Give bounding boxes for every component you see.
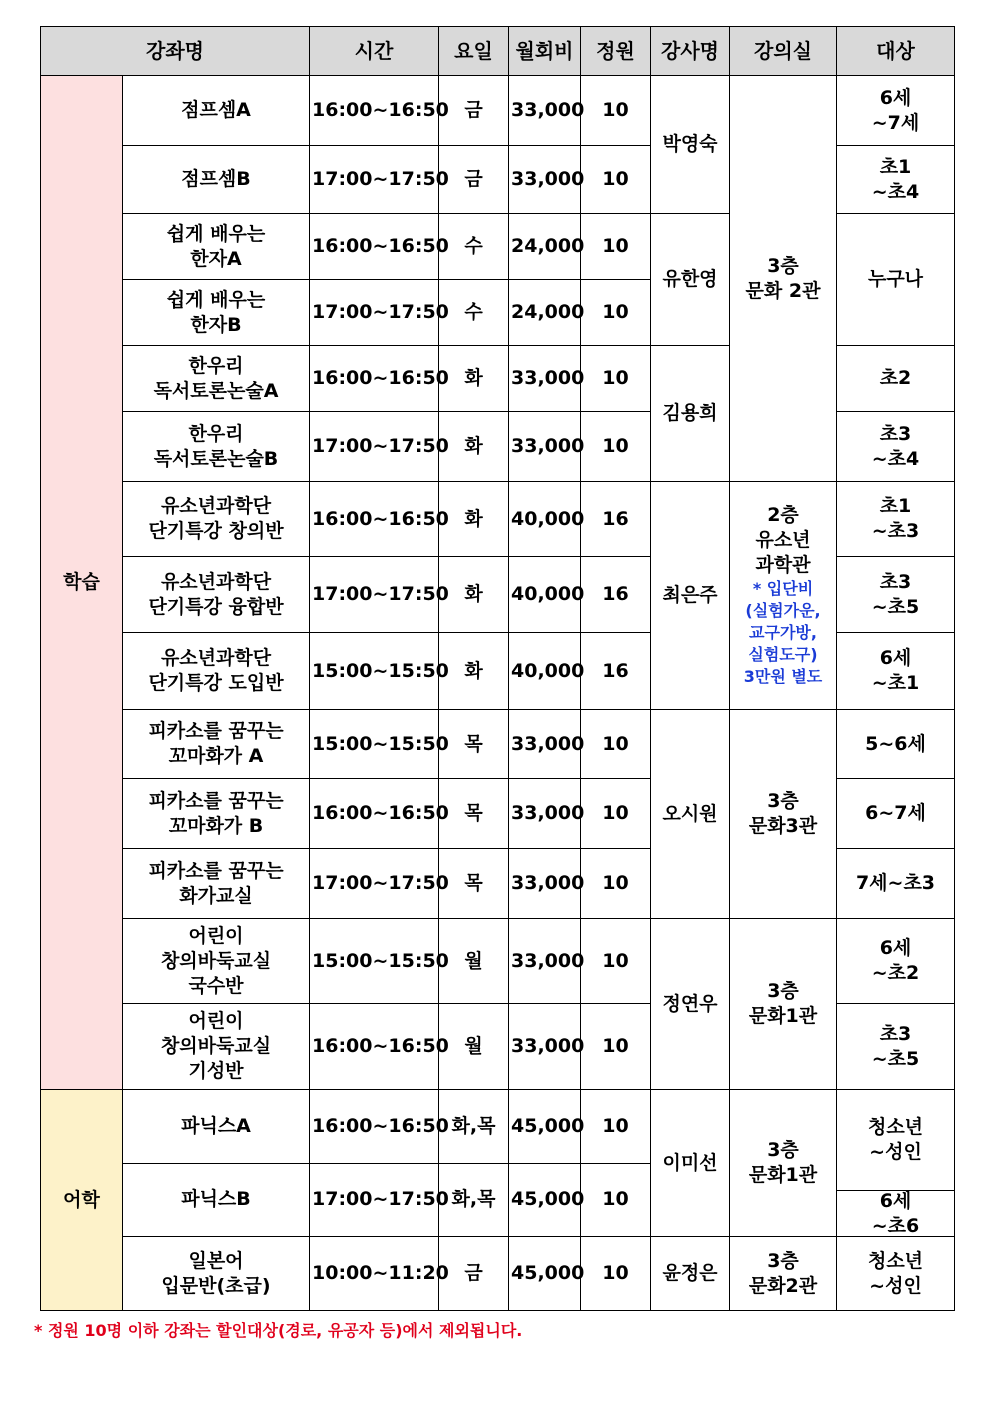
course-day: 화	[439, 346, 509, 412]
room-science	[730, 482, 837, 710]
course-name: 쉽게 배우는 한자B	[123, 280, 310, 346]
course-time: 15:00~15:50	[310, 633, 439, 710]
course-fee: 45,000	[509, 1163, 581, 1237]
instructor: 최은주	[651, 482, 730, 710]
target: 청소년 ~성인	[837, 1090, 954, 1191]
course-day: 화	[439, 412, 509, 482]
course-name: 피카소를 꿈꾸는 꼬마화가 B	[123, 779, 310, 849]
course-capacity: 10	[581, 146, 651, 214]
course-name: 어린이 창의바둑교실 국수반	[123, 919, 310, 1004]
room: 3층 문화1관	[730, 919, 837, 1090]
course-name: 유소년과학단 단기특강 융합반	[123, 557, 310, 633]
course-fee: 33,000	[509, 76, 581, 146]
table-row	[41, 76, 955, 146]
course-fee: 33,000	[509, 146, 581, 214]
instructor: 유한영	[651, 214, 730, 346]
course-capacity: 10	[581, 214, 651, 280]
course-time: 10:00~11:20	[310, 1237, 439, 1311]
course-capacity: 10	[581, 710, 651, 779]
course-name: 파닉스A	[123, 1090, 310, 1164]
target: 누구나	[837, 214, 955, 346]
header-fee: 월회비	[509, 27, 581, 76]
room: 3층 문화1관	[730, 1090, 837, 1237]
course-fee: 40,000	[509, 633, 581, 710]
table-row	[41, 1090, 955, 1164]
course-day: 금	[439, 76, 509, 146]
room: 3층 문화 2관	[730, 76, 837, 482]
course-capacity: 16	[581, 557, 651, 633]
course-time: 17:00~17:50	[310, 280, 439, 346]
course-time: 17:00~17:50	[310, 1163, 439, 1237]
course-fee: 33,000	[509, 849, 581, 919]
course-day: 화	[439, 482, 509, 557]
course-name: 일본어 입문반(초급)	[123, 1237, 310, 1311]
instructor: 오시원	[651, 710, 730, 919]
course-name: 한우리 독서토론논술B	[123, 412, 310, 482]
instructor: 이미선	[651, 1090, 730, 1237]
instructor: 박영숙	[651, 76, 730, 214]
target-split-cell	[837, 1090, 955, 1237]
target: 초1 ~초4	[837, 146, 955, 214]
course-fee: 33,000	[509, 346, 581, 412]
course-capacity: 10	[581, 779, 651, 849]
course-fee: 40,000	[509, 557, 581, 633]
course-day: 수	[439, 280, 509, 346]
course-name: 유소년과학단 단기특강 창의반	[123, 482, 310, 557]
header-time: 시간	[310, 27, 439, 76]
category-language: 어학	[41, 1090, 123, 1311]
target: 6~7세	[837, 779, 955, 849]
course-time: 16:00~16:50	[310, 1090, 439, 1164]
room-note: * 입단비 (실험가운, 교구가방, 실험도구) 3만원 별도	[743, 579, 823, 686]
target: 7세~초3	[837, 849, 955, 919]
course-name: 한우리 독서토론논술A	[123, 346, 310, 412]
course-time: 16:00~16:50	[310, 76, 439, 146]
course-capacity: 10	[581, 849, 651, 919]
target: 6세 ~7세	[837, 76, 955, 146]
course-time: 16:00~16:50	[310, 214, 439, 280]
course-day: 수	[439, 214, 509, 280]
target: 초3 ~초4	[837, 412, 955, 482]
course-fee: 24,000	[509, 280, 581, 346]
course-time: 17:00~17:50	[310, 557, 439, 633]
target: 초3 ~초5	[837, 1004, 955, 1090]
course-name: 피카소를 꿈꾸는 화가교실	[123, 849, 310, 919]
course-day: 금	[439, 146, 509, 214]
course-day: 금	[439, 1237, 509, 1311]
course-name: 피카소를 꿈꾸는 꼬마화가 A	[123, 710, 310, 779]
header-row	[41, 27, 955, 76]
target: 6세 ~초6	[871, 1189, 920, 1237]
course-schedule-table	[40, 26, 955, 1311]
instructor: 김용희	[651, 346, 730, 482]
course-time: 16:00~16:50	[310, 482, 439, 557]
course-name: 파닉스B	[123, 1163, 310, 1237]
course-capacity: 10	[581, 1163, 651, 1237]
course-time: 17:00~17:50	[310, 849, 439, 919]
course-name: 어린이 창의바둑교실 기성반	[123, 1004, 310, 1090]
course-time: 16:00~16:50	[310, 779, 439, 849]
target: 초1 ~초3	[837, 482, 955, 557]
course-time: 16:00~16:50	[310, 1004, 439, 1090]
course-capacity: 10	[581, 1090, 651, 1164]
course-day: 월	[439, 919, 509, 1004]
course-time: 16:00~16:50	[310, 346, 439, 412]
course-fee: 40,000	[509, 482, 581, 557]
course-fee: 45,000	[509, 1237, 581, 1311]
course-fee: 45,000	[509, 1090, 581, 1164]
course-day: 화	[439, 557, 509, 633]
course-day: 화	[439, 633, 509, 710]
course-name: 유소년과학단 단기특강 도입반	[123, 633, 310, 710]
table-row	[41, 710, 955, 779]
header-course-name: 강좌명	[41, 27, 310, 76]
footnote: * 정원 10명 이하 강좌는 할인대상(경로, 유공자 등)에서 제외됩니다.	[34, 1321, 523, 1340]
course-time: 15:00~15:50	[310, 710, 439, 779]
header-capacity: 정원	[581, 27, 651, 76]
course-capacity: 10	[581, 1004, 651, 1090]
course-day: 목	[439, 849, 509, 919]
course-capacity: 16	[581, 482, 651, 557]
table-row	[41, 482, 955, 557]
category-study: 학습	[41, 76, 123, 1090]
course-capacity: 10	[581, 412, 651, 482]
course-time: 15:00~15:50	[310, 919, 439, 1004]
course-fee: 33,000	[509, 710, 581, 779]
target: 6세 ~초1	[837, 633, 955, 710]
course-day: 화,목	[439, 1163, 509, 1237]
course-name: 점프셈B	[123, 146, 310, 214]
course-day: 목	[439, 779, 509, 849]
room: 3층 문화2관	[730, 1237, 837, 1311]
instructor: 정연우	[651, 919, 730, 1090]
header-target: 대상	[837, 27, 955, 76]
room-label: 2층 유소년 과학관	[755, 504, 811, 576]
course-fee: 33,000	[509, 412, 581, 482]
course-name: 쉽게 배우는 한자A	[123, 214, 310, 280]
table-row	[41, 919, 955, 1004]
course-fee: 33,000	[509, 1004, 581, 1090]
course-time: 17:00~17:50	[310, 412, 439, 482]
target: 청소년 ~성인	[837, 1237, 955, 1311]
course-capacity: 16	[581, 633, 651, 710]
course-time: 17:00~17:50	[310, 146, 439, 214]
table-row	[41, 1237, 955, 1311]
target: 5~6세	[837, 710, 955, 779]
header-instructor: 강사명	[651, 27, 730, 76]
header-day: 요일	[439, 27, 509, 76]
course-name: 점프셈A	[123, 76, 310, 146]
room: 3층 문화3관	[730, 710, 837, 919]
course-day: 화,목	[439, 1090, 509, 1164]
instructor: 윤정은	[651, 1237, 730, 1311]
course-capacity: 10	[581, 1237, 651, 1311]
target: 초2	[837, 346, 955, 412]
course-capacity: 10	[581, 346, 651, 412]
course-capacity: 10	[581, 919, 651, 1004]
target: 6세 ~초2	[837, 919, 955, 1004]
course-fee: 24,000	[509, 214, 581, 280]
course-day: 목	[439, 710, 509, 779]
course-fee: 33,000	[509, 779, 581, 849]
header-room: 강의실	[730, 27, 837, 76]
target: 초3 ~초5	[837, 557, 955, 633]
course-capacity: 10	[581, 280, 651, 346]
course-day: 월	[439, 1004, 509, 1090]
course-capacity: 10	[581, 76, 651, 146]
course-fee: 33,000	[509, 919, 581, 1004]
